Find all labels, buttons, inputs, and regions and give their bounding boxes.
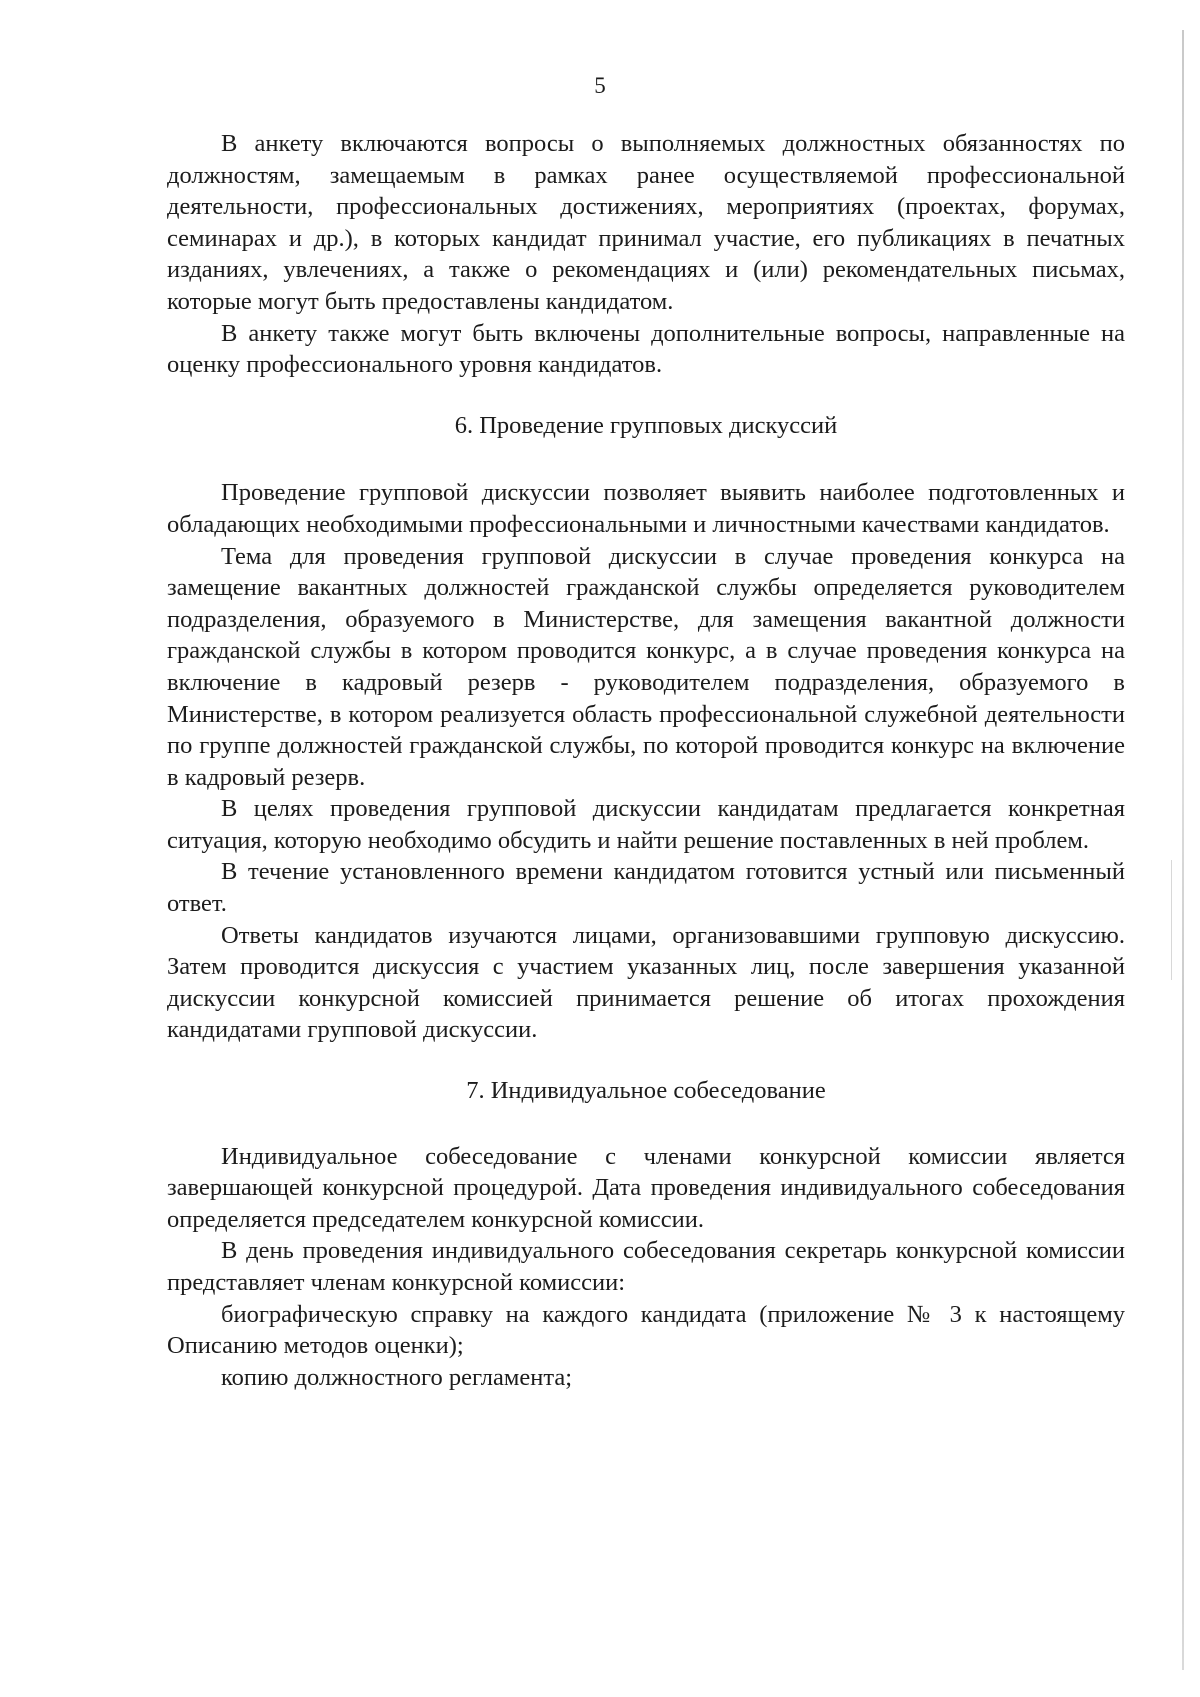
section-heading-individual-interview: 7. Индивидуальное собеседование (466, 1077, 826, 1105)
paragraph-discussion-topic: Тема для проведения групповой дискуссии в случае проведения конкурса на замещение вакантных должностей гражданской службы определяется руководителем подразделения, образуемого в Министерстве, для замещения вакантной должности гражданской службы в котором проводится конкурс, а в случае проведения конкурса на включение в кадровый резерв - руководителем подразделения, образуемого в Министерстве, в котором реализуется область профессиональной служебной деятельности по группе должностей гражданской службы, по которой проводится конкурс на включение в кадровый резерв. (167, 542, 1125, 791)
paragraph-interview-final-procedure: Индивидуальное собеседование с членами конкурсной комиссии является завершающей конкурсной процедурой. Дата проведения индивидуального собеседования определяется председателем конкурсной комиссии. (167, 1142, 1125, 1233)
list-item-biographical-reference: биографическую справку на каждого кандидата (приложение № 3 к настоящему Описанию методов оценки); (167, 1300, 1125, 1360)
section-heading-group-discussions: 6. Проведение групповых дискуссий (454, 411, 838, 439)
paragraph-discussion-results: Ответы кандидатов изучаются лицами, организовавшими групповую дискуссию. Затем проводится дискуссия с участием указанных лиц, после завершения указанной дискуссии конкурсной комиссией принимается решение об итогах прохождения кандидатами групповой дискуссии. (167, 921, 1125, 1044)
page-number: 5 (594, 73, 606, 98)
paragraph-questionnaire-additional: В анкету также могут быть включены дополнительные вопросы, направленные на оценку профессионального уровня кандидатов. (167, 319, 1125, 379)
document-body (167, 128, 1125, 1393)
paragraph-interview-secretary: В день проведения индивидуального собеседования секретарь конкурсной комиссии представляет членам конкурсной комиссии: (167, 1237, 1125, 1296)
scan-edge (1182, 30, 1184, 1670)
scan-edge-mark (1171, 860, 1172, 980)
paragraph-discussion-situation: В целях проведения групповой дискуссии кандидатам предлагается конкретная ситуация, которую необходимо обсудить и найти решение поставленных в ней проблем. (167, 795, 1125, 854)
paragraph-discussion-purpose: Проведение групповой дискуссии позволяет выявить наиболее подготовленных и обладающих необходимыми профессиональными и личностными качествами кандидатов. (167, 479, 1125, 538)
paragraph-questionnaire-contents: В анкету включаются вопросы о выполняемых должностных обязанностях по должностям, замещаемым в рамках ранее осуществляемой профессиональной деятельности, профессиональных достижениях, мероприятиях (проектах, форумах, семинарах и др.), в которых кандидат принимал участие, его публикациях в печатных изданиях, увлечениях, а также о рекомендациях и (или) рекомендательных письмах, которые могут быть предоставлены кандидатом. (167, 130, 1125, 315)
list-item-job-regulations-copy: копию должностного регламента; (221, 1363, 573, 1391)
paragraph-discussion-answer: В течение установленного времени кандидатом готовится устный или письменный ответ. (167, 858, 1125, 918)
